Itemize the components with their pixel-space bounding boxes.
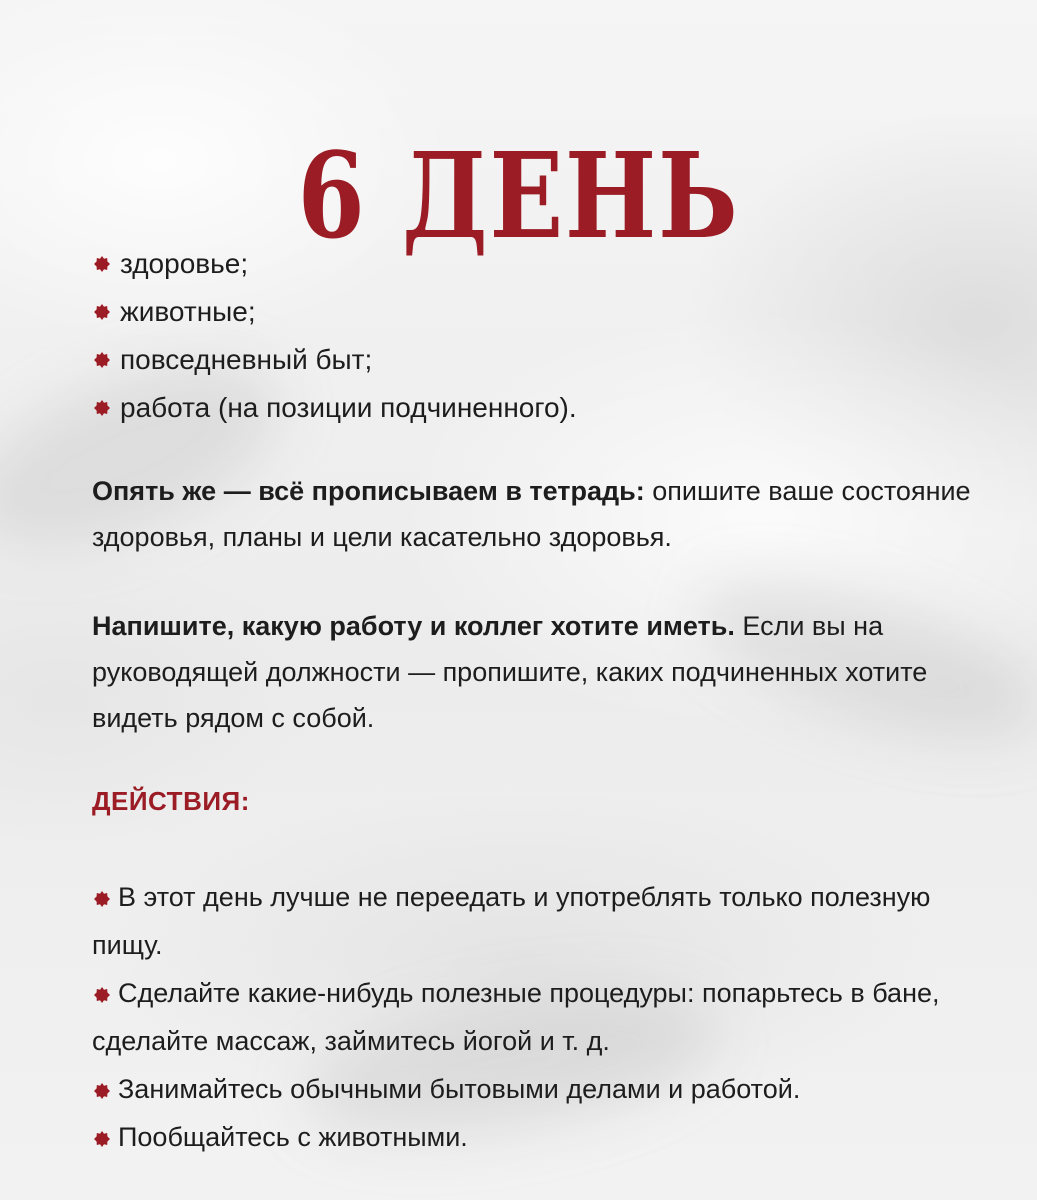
topic-text: повседневный быт; [120, 344, 373, 375]
action-item [92, 969, 992, 1065]
topic-item [92, 384, 577, 432]
red-seal-bullet-icon [94, 891, 110, 907]
red-seal-bullet-icon [94, 1083, 110, 1099]
topic-item [92, 240, 577, 288]
action-item [92, 1113, 992, 1161]
paragraph-body: Если вы на руководящей должности — пропишите, каких подчиненных хотите видеть рядом с собой. [92, 611, 928, 733]
topic-text: животные; [120, 296, 256, 327]
red-seal-bullet-icon [94, 256, 110, 272]
topic-list [92, 240, 577, 432]
red-seal-bullet-icon [94, 352, 110, 368]
page-title: 6 ДЕНЬ [297, 126, 740, 266]
actions-list [92, 873, 992, 1161]
paragraph-bold-lead: Напишите, какую работу и коллег хотите иметь. [92, 611, 735, 641]
action-text: Сделайте какие-нибудь полезные процедуры: попарьтесь в бане, сделайте массаж, займитесь йогой и т. д. [92, 978, 940, 1056]
action-item [92, 1065, 992, 1113]
paragraph-bold-lead: Опять же — всё прописываем в тетрадь: [92, 476, 645, 506]
action-item [92, 873, 992, 969]
actions-heading: ДЕЙСТВИЯ: [92, 786, 250, 816]
action-text: В этот день лучше не переедать и употреблять только полезную пищу. [92, 882, 931, 960]
red-seal-bullet-icon [94, 987, 110, 1003]
topic-item [92, 288, 577, 336]
red-seal-bullet-icon [94, 1131, 110, 1147]
action-text: Занимайтесь обычными бытовыми делами и работой. [118, 1074, 801, 1104]
red-seal-bullet-icon [94, 304, 110, 320]
topic-text: работа (на позиции подчиненного). [120, 392, 577, 423]
paragraph-body: опишите ваше состояние здоровья, планы и цели касательно здоровья. [92, 476, 971, 552]
notebook-instruction-paragraph [92, 468, 992, 560]
work-instruction-paragraph [92, 603, 992, 741]
topic-item [92, 336, 577, 384]
topic-text: здоровье; [120, 248, 249, 279]
red-seal-bullet-icon [94, 400, 110, 416]
action-text: Пообщайтесь с животными. [118, 1122, 468, 1152]
